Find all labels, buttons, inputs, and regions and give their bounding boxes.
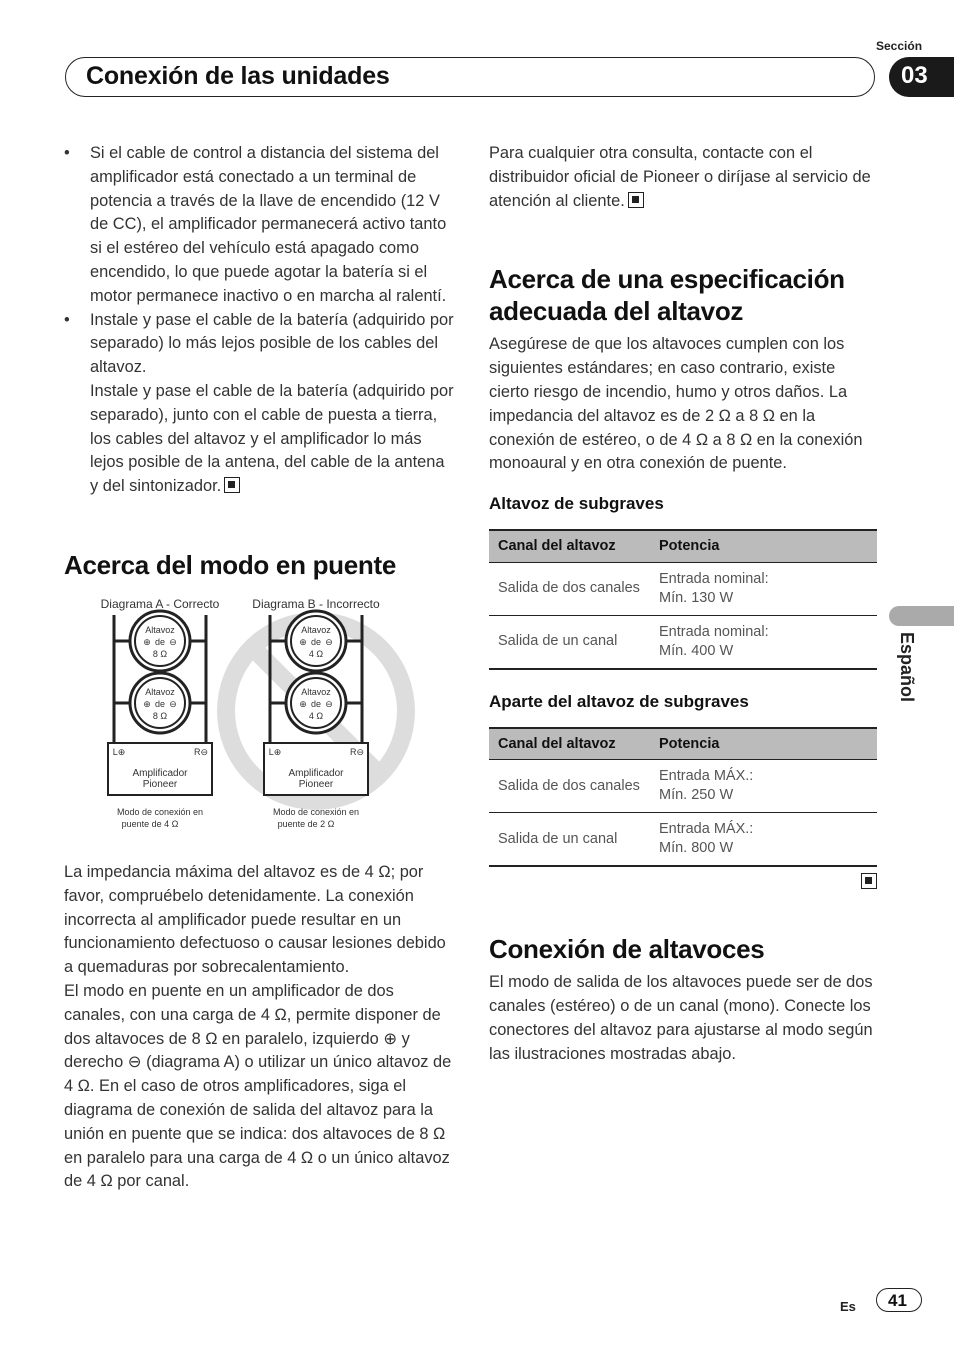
channel-cell: Salida de dos canales <box>498 580 640 597</box>
bridge-mode-heading: Acerca del modo en puente <box>64 549 397 580</box>
amp-right-terminal: R⊖ <box>193 746 209 757</box>
channel-cell: Salida de dos canales <box>498 777 640 794</box>
minus-icon: ⊖ <box>169 636 177 647</box>
speaker-spec-heading: Acerca de una especificación adecuada del altavoz <box>489 264 845 327</box>
bridge-paragraph: La impedancia máxima del altavoz es de 4 Ω; por favor, compruébelo detenidamente. La conexión incorrecta al amplificador puede resultar en un funcionamiento defectuoso o causar lesiones debido a quemaduras por sobrecalentamiento. <box>64 862 446 977</box>
end-mark-icon <box>628 192 644 208</box>
table-header-row <box>489 530 877 562</box>
table-header-row <box>489 728 877 760</box>
channel-cell: Salida de un canal <box>489 615 650 669</box>
speaker-label: Altavoz <box>301 686 331 697</box>
column-header: Potencia <box>650 728 877 760</box>
impedance-label: 4 Ω <box>308 648 324 659</box>
language-tab-marker <box>889 606 954 626</box>
left-column <box>64 142 454 1194</box>
plus-icon: ⊕ <box>143 636 151 647</box>
non-subwoofer-heading: Aparte del altavoz de subgraves <box>489 691 749 711</box>
de-label: de <box>154 698 166 709</box>
de-label: de <box>310 636 322 647</box>
power-cell: Entrada MÁX.: Mín. 250 W <box>659 768 754 804</box>
plus-icon: ⊕ <box>299 698 307 709</box>
language-code: Es <box>840 1299 856 1314</box>
power-cell: Entrada nominal: Mín. 130 W <box>659 570 769 606</box>
speaker-connection-paragraph: El modo de salida de los altavoces puede ser de dos canales (estéreo) o de un canal (mono). Conecte los conectores del altavoz para ajustarse al modo según las ilustraciones mostradas abajo. <box>489 973 873 1063</box>
amp-left-terminal: L⊕ <box>268 746 282 757</box>
page-header <box>65 57 875 97</box>
power-cell: Entrada nominal: Mín. 400 W <box>650 615 877 669</box>
section-label: Sección <box>876 39 923 53</box>
bridge-paragraph: El modo en puente en un amplificador de dos canales, con una carga de 4 Ω, permite disponer de dos altavoces de 8 Ω en paralelo, izquierdo ⊕ y derecho ⊖ (diagrama A) o utilizar un único altavoz de 4 Ω. En el caso de otros amplificadores, siga el diagrama de conexión de salida del altavoz para la unión en puente que se indica: dos altavoces de 8 Ω en paralelo para una carga de 4 Ω o un único altavoz de 4 Ω por canal. <box>64 981 452 1191</box>
minus-icon: ⊖ <box>169 698 177 709</box>
impedance-label: 4 Ω <box>308 710 324 721</box>
power-cell: Entrada MÁX.: Mín. 800 W <box>650 813 877 867</box>
de-label: de <box>154 636 166 647</box>
diagram-b-caption: puente de 2 Ω <box>277 818 335 829</box>
section-number-tab <box>889 57 954 97</box>
minus-icon: ⊖ <box>325 698 333 709</box>
page-number: 41 <box>888 1291 907 1310</box>
table-row <box>489 760 877 813</box>
list-item <box>64 142 454 309</box>
section-number: 03 <box>901 62 928 89</box>
minus-icon: ⊖ <box>325 636 333 647</box>
speaker-label: Altavoz <box>301 624 331 635</box>
amplifier-brand: Pioneer <box>142 778 178 790</box>
speaker-spec-paragraph: Asegúrese de que los altavoces cumplen con los siguientes estándares; en caso contrario, existe cierto riesgo de incendio, humo y otros daños. La impedancia del altavoz es de 2 Ω a 8 Ω en la conexión de estéreo, o de 4 Ω a 8 Ω en la conexión monoaural y en otra conexión de puente. <box>489 335 863 473</box>
subwoofer-heading: Altavoz de subgraves <box>489 494 664 514</box>
page-number-badge <box>876 1288 922 1312</box>
diagram-b-caption: Modo de conexión en <box>272 806 360 817</box>
table-row <box>489 813 877 867</box>
diagram-b-title: Diagrama B - Incorrecto <box>252 596 380 611</box>
bridge-diagram <box>94 593 454 841</box>
plus-icon: ⊕ <box>299 636 307 647</box>
channel-cell: Salida de un canal <box>489 813 650 867</box>
amp-right-terminal: R⊖ <box>349 746 365 757</box>
bullet-text: • Instale y pase el cable de la batería (adquirido por separado) lo más lejos posible de los cables del altavoz. <box>90 310 454 377</box>
speaker-label: Altavoz <box>145 686 175 697</box>
column-header: Potencia <box>650 530 877 562</box>
end-mark-icon <box>224 477 240 493</box>
end-mark-row <box>489 873 877 893</box>
table-row <box>489 562 877 615</box>
language-label: Español <box>897 632 917 703</box>
end-mark-icon <box>861 873 877 889</box>
column-header: Canal del altavoz <box>489 530 650 562</box>
impedance-label: 8 Ω <box>152 710 168 721</box>
diagram-a-title: Diagrama A - Correcto <box>100 596 220 611</box>
amplifier-brand: Pioneer <box>298 778 334 790</box>
bullet-continuation: Instale y pase el cable de la batería (adquirido por separado), junto con el cable de puesta a tierra, los cables del altavoz y el amplificador lo más lejos posible de la antena, del cable de la antena y del sintonizador. <box>90 381 454 496</box>
diagram-a-caption: puente de 4 Ω <box>121 818 179 829</box>
page-title: Conexión de las unidades <box>86 62 390 90</box>
list-item <box>64 309 454 499</box>
impedance-label: 8 Ω <box>152 648 168 659</box>
amp-left-terminal: L⊕ <box>112 746 126 757</box>
de-label: de <box>310 698 322 709</box>
non-subwoofer-table <box>489 727 877 868</box>
bullet-list <box>64 142 454 499</box>
amplifier-label: Amplificador <box>132 767 188 779</box>
amplifier-label: Amplificador <box>288 767 344 779</box>
speaker-connection-heading: Conexión de altavoces <box>489 934 765 965</box>
language-tab <box>896 632 924 720</box>
speaker-label: Altavoz <box>145 624 175 635</box>
right-column <box>489 142 881 1066</box>
bullet-text: Si el cable de control a distancia del sistema del amplificador está conectado a un terminal de potencia a través de la llave de encendido (12 V de CC), el amplificador permanecerá activo tanto si el estéreo del vehículo está apagado como encendido, lo que puede agotar la batería si el motor permanece inactivo o en marcha al ralentí. <box>90 144 447 305</box>
subwoofer-table <box>489 529 877 670</box>
table-row <box>489 615 877 669</box>
diagram-a-caption: Modo de conexión en <box>116 806 204 817</box>
intro-paragraph: Para cualquier otra consulta, contacte con el distribuidor oficial de Pioneer o diríjase al servicio de atención al cliente. <box>489 144 871 210</box>
plus-icon: ⊕ <box>143 698 151 709</box>
column-header: Canal del altavoz <box>489 728 650 760</box>
